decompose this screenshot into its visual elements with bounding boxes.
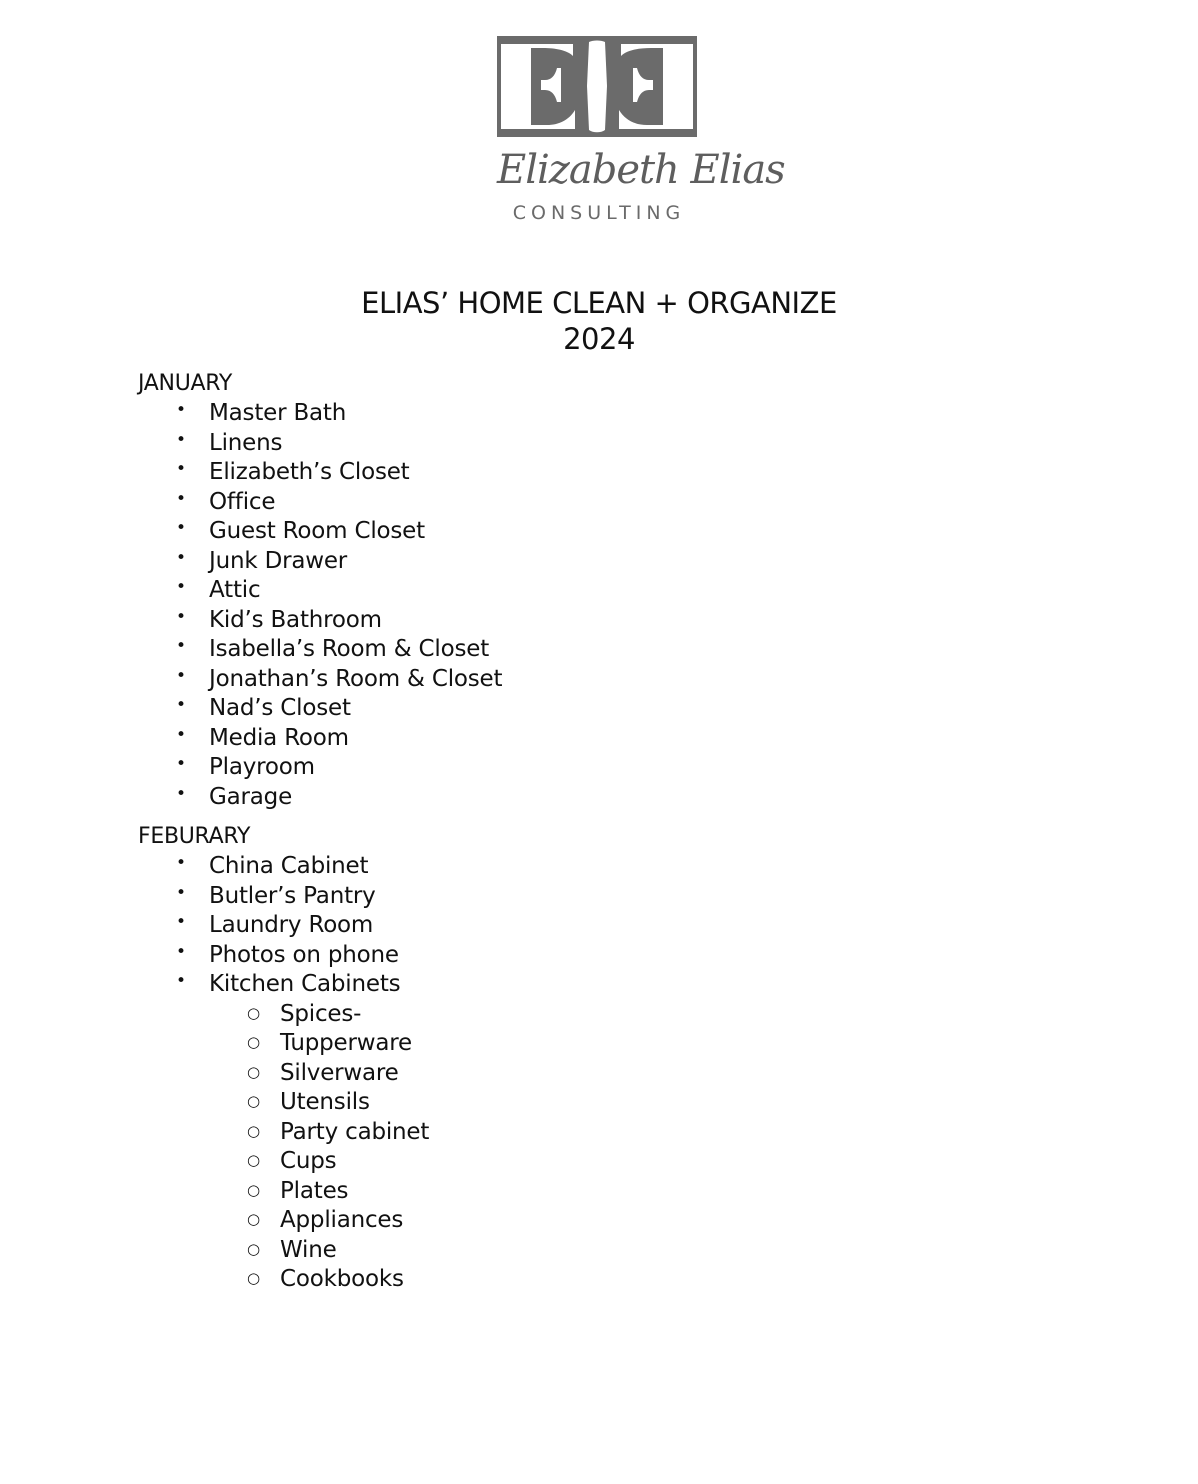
sublist-item-label: Utensils: [280, 1089, 370, 1115]
list-item: [138, 753, 1038, 783]
sublist-item: [209, 1177, 1038, 1207]
hollow-bullet-icon: ○: [247, 1033, 260, 1051]
bullet-icon: •: [176, 547, 186, 568]
list-item: [138, 606, 1038, 636]
list-item: [138, 882, 1038, 912]
list-item-label: Office: [209, 488, 276, 515]
hollow-bullet-icon: ○: [247, 1151, 260, 1169]
bullet-icon: •: [176, 971, 186, 991]
month-heading-february: FEBURARY: [138, 824, 251, 849]
list-item: [138, 399, 1038, 429]
hollow-bullet-icon: ○: [247, 1210, 260, 1228]
list-item: [138, 911, 1038, 941]
company-logo: [497, 36, 785, 226]
sublist-item-label: Spices-: [280, 1000, 362, 1027]
list-item: [138, 724, 1038, 754]
bullet-icon: •: [176, 606, 186, 627]
bullet-icon: •: [176, 518, 186, 538]
list-item-label: Photos on phone: [209, 941, 399, 968]
sublist-item: [209, 1088, 1038, 1118]
hollow-bullet-icon: ○: [247, 1092, 260, 1110]
logo-subtitle: CONSULTING: [512, 202, 686, 224]
title-line-1: ELIAS’ HOME CLEAN + ORGANIZE: [361, 286, 837, 320]
bullet-icon: •: [176, 695, 186, 715]
bullet-icon: •: [176, 912, 186, 932]
document-title: [0, 285, 1198, 357]
hollow-bullet-icon: ○: [247, 1269, 260, 1287]
list-item: [138, 458, 1038, 488]
sublist-item: [209, 1265, 1038, 1295]
sublist-item-label: Cups: [280, 1148, 337, 1174]
bullet-icon: •: [176, 853, 186, 873]
list-item-label: Junk Drawer: [209, 547, 348, 574]
list-item: [138, 547, 1038, 577]
sublist-item-label: Cookbooks: [280, 1266, 404, 1292]
bullet-icon: •: [176, 754, 186, 774]
list-item: [138, 665, 1038, 695]
list-item: [138, 783, 1038, 813]
sublist-item-label: Silverware: [280, 1059, 399, 1086]
list-item-label: Garage: [209, 783, 293, 810]
list-item-label: Playroom: [209, 754, 315, 780]
list-item: [138, 852, 1038, 882]
list-item: [138, 941, 1038, 971]
list-item-label: Kid’s Bathroom: [209, 606, 382, 633]
sublist-item-label: Appliances: [280, 1207, 404, 1233]
sublist-item: [209, 1236, 1038, 1266]
kitchen-cabinets-sublist: [209, 1000, 1038, 1295]
logo-script-text: Elizabeth Elias: [497, 147, 785, 193]
list-item-label: Kitchen Cabinets: [209, 971, 401, 997]
sublist-item: [209, 1059, 1038, 1089]
bullet-icon: •: [176, 783, 186, 804]
list-item: [138, 970, 1038, 1295]
list-item-label: Jonathan’s Room & Closet: [209, 665, 503, 692]
list-item: [138, 576, 1038, 606]
ee-monogram-icon: [497, 36, 697, 137]
sublist-item: [209, 1029, 1038, 1059]
list-item: [138, 429, 1038, 459]
february-task-list: [138, 852, 1038, 1295]
sublist-item-label: Wine: [280, 1236, 337, 1263]
sublist-item: [209, 1000, 1038, 1030]
sublist-item: [209, 1206, 1038, 1236]
hollow-bullet-icon: ○: [247, 1062, 260, 1081]
sublist-item: [209, 1118, 1038, 1148]
list-item: [138, 635, 1038, 665]
hollow-bullet-icon: ○: [247, 1180, 260, 1199]
list-item-label: Nad’s Closet: [209, 695, 351, 721]
bullet-icon: •: [176, 488, 186, 509]
january-task-list: [138, 399, 1038, 812]
list-item-label: Isabella’s Room & Closet: [209, 636, 490, 662]
list-item: [138, 517, 1038, 547]
list-item-label: Butler’s Pantry: [209, 882, 376, 909]
document-body: [138, 369, 1038, 1295]
bullet-icon: •: [176, 577, 186, 597]
month-heading-january: JANUARY: [138, 371, 232, 396]
bullet-icon: •: [176, 882, 186, 903]
list-item-label: Master Bath: [209, 400, 347, 426]
hollow-bullet-icon: ○: [247, 1003, 260, 1022]
hollow-bullet-icon: ○: [247, 1239, 260, 1258]
list-item-label: Laundry Room: [209, 912, 374, 938]
bullet-icon: •: [176, 429, 186, 450]
sublist-item-label: Plates: [280, 1177, 349, 1204]
bullet-icon: •: [176, 665, 186, 686]
list-item-label: China Cabinet: [209, 853, 369, 879]
hollow-bullet-icon: ○: [247, 1121, 260, 1140]
bullet-icon: •: [176, 400, 186, 420]
bullet-icon: •: [176, 724, 186, 745]
sublist-item-label: Tupperware: [280, 1030, 412, 1056]
list-item: [138, 694, 1038, 724]
title-line-2: 2024: [563, 322, 635, 356]
list-item-label: Attic: [209, 577, 261, 603]
sublist-item-label: Party cabinet: [280, 1118, 430, 1145]
list-item-label: Elizabeth’s Closet: [209, 459, 410, 485]
bullet-icon: •: [176, 459, 186, 479]
list-item-label: Media Room: [209, 724, 349, 751]
list-item-label: Guest Room Closet: [209, 518, 425, 544]
sublist-item: [209, 1147, 1038, 1177]
list-item-label: Linens: [209, 429, 283, 456]
bullet-icon: •: [176, 941, 186, 962]
bullet-icon: •: [176, 636, 186, 656]
list-item: [138, 488, 1038, 518]
